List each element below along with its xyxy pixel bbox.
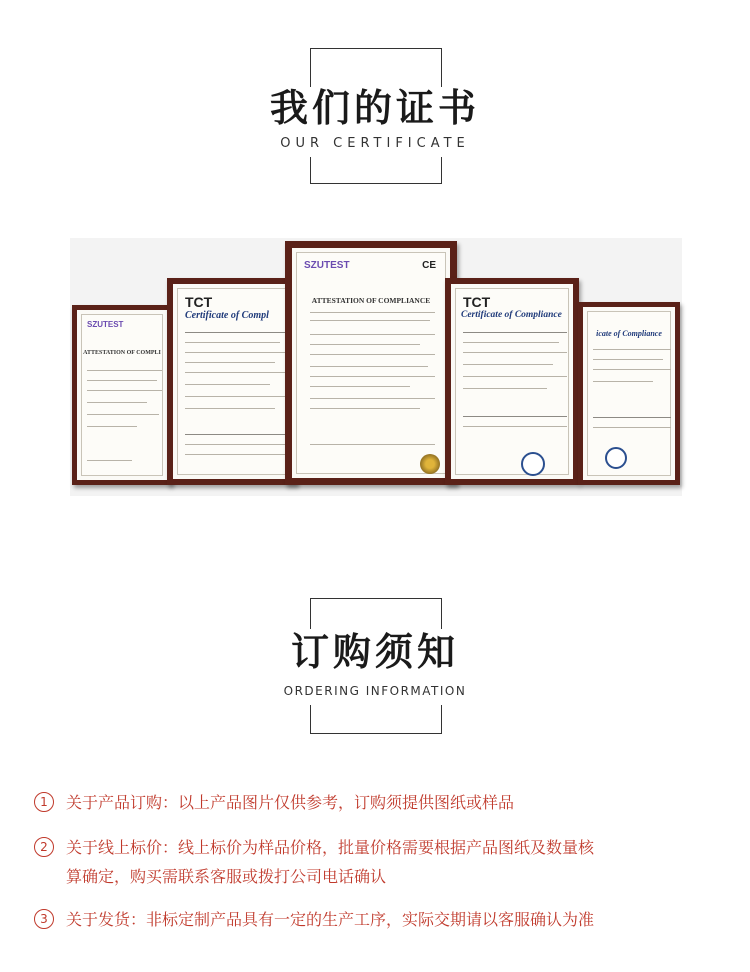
ordering-item-3: [34, 905, 734, 935]
certificate-2: [167, 278, 297, 485]
cert-1-brand: SZUTEST: [87, 320, 124, 329]
ordering-item-2: [34, 833, 734, 893]
cert-2-brand: TCT: [185, 294, 213, 310]
item-2-number: 2: [34, 837, 54, 857]
cert-3-ce-mark: CE: [422, 260, 436, 271]
certificate-3: [285, 241, 457, 485]
certificate-1: [72, 305, 172, 485]
item-3-text: 关于发货：非标定制产品具有一定的生产工序，实际交期请以客服确认为准: [66, 910, 595, 929]
cert-1-title: ATTESTATION OF COMPLI: [83, 350, 161, 356]
certificate-5: [578, 302, 680, 485]
item-1-number: 1: [34, 792, 54, 812]
ordering-subtitle: ORDERING INFORMATION: [283, 684, 467, 698]
cert-2-title: Certificate of Compl: [185, 310, 269, 321]
ordering-item-1: [34, 788, 734, 818]
item-2-text-line-1: 关于线上标价：线上标价为样品价格，批量价格需要根据产品图纸及数量核: [66, 838, 595, 857]
cert-5-seal: [605, 447, 627, 469]
item-1-text: 关于产品订购：以上产品图片仅供参考，订购须提供图纸或样品: [66, 793, 515, 812]
certificate-title: 我们的证书: [269, 86, 480, 130]
ordering-title: 订购须知: [290, 630, 459, 674]
certificate-4: [445, 278, 579, 485]
item-3-number: 3: [34, 909, 54, 929]
certificate-wall: [70, 238, 682, 496]
cert-4-seal: [521, 452, 545, 476]
cert-3-seal: [420, 454, 440, 474]
cert-4-brand: TCT: [463, 294, 491, 310]
certificate-subtitle: OUR CERTIFICATE: [280, 136, 470, 151]
cert-3-brand: SZUTEST: [304, 260, 350, 271]
cert-3-title: ATTESTATION OF COMPLIANCE: [311, 296, 431, 305]
cert-4-title: Certificate of Compliance: [461, 310, 562, 320]
item-2-text-line-2: 算确定，购买需联系客服或拨打公司电话确认: [66, 867, 387, 886]
cert-5-title: icate of Compliance: [596, 329, 662, 338]
